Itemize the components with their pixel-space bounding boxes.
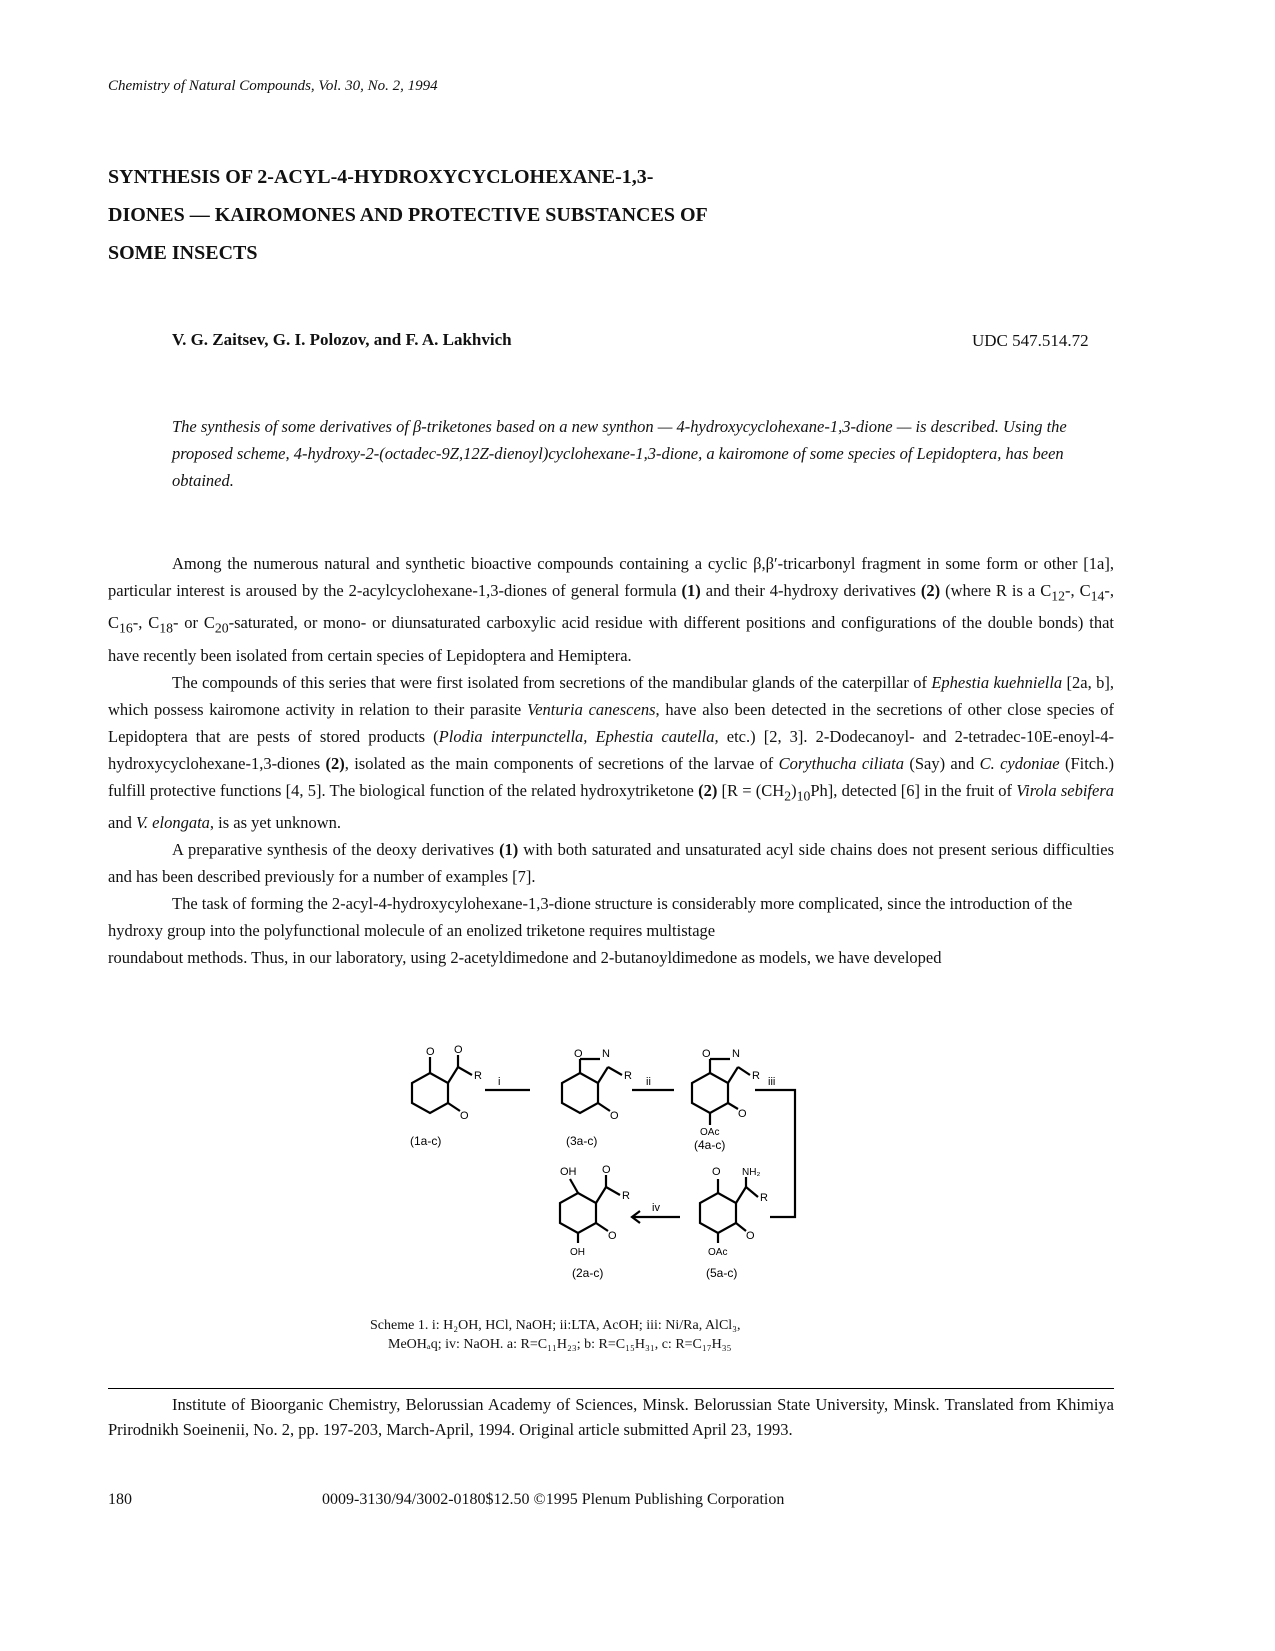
step-label: ii (646, 1076, 651, 1088)
oxygen-label: O (574, 1048, 583, 1060)
oxygen-label: O (610, 1110, 619, 1122)
oxygen-label: O (602, 1164, 611, 1176)
compound-label: (2a-c) (572, 1266, 604, 1280)
r-group-label: R (624, 1070, 632, 1082)
oxygen-label: O (746, 1230, 755, 1242)
oxygen-label: O (702, 1048, 711, 1060)
r-group-label: R (752, 1070, 760, 1082)
compound-3-structure (562, 1048, 632, 1122)
compound-label: (1a-c) (410, 1134, 442, 1148)
step-label: i (498, 1076, 501, 1088)
udc-code: UDC 547.514.72 (972, 331, 1089, 350)
scheme-caption (370, 1316, 741, 1354)
paragraph: The task of forming the 2-acyl-4-hydroxycylohexane-1,3-dione structure is considerably more complicated, since the introduction of the hydroxy group into the polyfunctional molecule of an enolized triketone requires multistage (108, 893, 1073, 940)
affiliation-text: Institute of Bioorganic Chemistry, Belorussian Academy of Sciences, Minsk. Belorussian State University, Minsk. Translated from Khimiya Prirodnikh Soeinenii, No. 2, pp. 197-203, March-April, 1994. Original article submitted April 23, 1993. (108, 1395, 1114, 1439)
article-title (108, 158, 828, 272)
compound-label: (3a-c) (566, 1134, 598, 1148)
acetoxy-label: OAc (700, 1127, 720, 1138)
amino-label: NH₂ (742, 1167, 761, 1178)
reaction-scheme (400, 1045, 820, 1295)
hydroxyl-label: OH (570, 1247, 585, 1258)
r-group-label: R (760, 1192, 768, 1204)
oxygen-label: O (454, 1045, 463, 1056)
acetoxy-label: OAc (708, 1247, 728, 1258)
oxygen-label: O (608, 1230, 617, 1242)
caption-line: Scheme 1. i: H₂OH, HCl, NaOH; ii:LTA, AcOH; iii: Ni/Ra, AlCl₃, (370, 1318, 741, 1333)
title-line: SOME INSECTS (108, 242, 258, 264)
compound-label: (4a-c) (694, 1138, 726, 1152)
oxygen-label: O (738, 1108, 747, 1120)
title-line: DIONES — KAIROMONES AND PROTECTIVE SUBSTANCES OF (108, 204, 708, 226)
nitrogen-label: N (602, 1048, 610, 1060)
compound-5-structure (700, 1166, 768, 1258)
paragraph-continuation: roundabout methods. Thus, in our laboratory, using 2-acetyldimedone and 2-butanoyldimedone as models, we have developed (108, 947, 942, 967)
step-label: iii (768, 1076, 776, 1088)
nitrogen-label: N (732, 1048, 740, 1060)
page-number: 180 (108, 1491, 132, 1508)
oxygen-label: O (426, 1046, 435, 1058)
compound-label: (5a-c) (706, 1266, 738, 1280)
oxygen-label: O (712, 1166, 721, 1178)
author-list: V. G. Zaitsev, G. I. Polozov, and F. A. Lakhvich (172, 330, 512, 349)
step-label: iv (652, 1202, 660, 1214)
affiliation-footnote (108, 1392, 1114, 1442)
compound-2-structure (560, 1164, 630, 1258)
compound-4-structure (692, 1048, 760, 1138)
paragraph: The compounds of this series that were first isolated from secretions of the mandibular glands of the caterpillar of Ephestia kuehniella [2a, b], which possess kairomone activity in relation to their parasite Venturia canescens, have also been detected in the secretions of other close species of Lepidoptera that are pests of stored products (Plodia interpunctella, Ephestia cautella, etc.) [2, 3]. 2-Dodecanoyl- and 2-tetradec-10E-enoyl-4-hydroxycyclohexane-1,3-diones (2), isolated as the main components of secretions of the larvae of Corythucha ciliata (Say) and C. cydoniae (Fitch.) fulfill protective functions [4, 5]. The biological function of the related hydroxytriketone (2) $[R = (CH_2)_{10}Ph]$, detected [6] in the fruit of Virola sebifera and V. elongata, is as yet unknown. (108, 672, 1115, 832)
caption-line: MeOHₐq; iv: NaOH. a: R=C₁₁H₂₃; b: R=C₁₅H₃₁, c: R=C₁₇H₃₅ (388, 1337, 732, 1352)
oxygen-label: O (460, 1110, 469, 1122)
paragraph: Among the numerous natural and synthetic bioactive compounds containing a cyclic β,β′-tricarbonyl fragment in some form or other [1a], particular interest is aroused by the 2-acylcyclohexane-1,3-diones of general formula (1) and their 4-hydroxy derivatives (2) (where R is a $C_{12}-$, $C_{14}-$, $C_{16}-$, $C_{18}-$ or $C_{20}$-saturated, or mono- or diunsaturated carboxylic acid residue with different positions and configurations of the double bonds) that have recently been isolated from certain species of Lepidoptera and Hemiptera. (108, 554, 1114, 665)
copyright-line: 0009-3130/94/3002-0180$12.50 ©1995 Plenum Publishing Corporation (322, 1491, 785, 1508)
body-text (108, 550, 1114, 971)
footnote-rule (108, 1388, 1114, 1389)
hydroxyl-label: OH (560, 1166, 577, 1178)
journal-header: Chemistry of Natural Compounds, Vol. 30, No. 2, 1994 (108, 78, 438, 94)
title-line: SYNTHESIS OF 2-ACYL-4-HYDROXYCYCLOHEXANE-1,3- (108, 166, 654, 188)
r-group-label: R (622, 1190, 630, 1202)
paragraph: A preparative synthesis of the deoxy derivatives (1) with both saturated and unsaturated acyl side chains does not present serious difficulties and has been described previously for a number of examples [7]. (108, 839, 1115, 886)
abstract: The synthesis of some derivatives of β-triketones based on a new synthon — 4-hydroxycyclohexane-1,3-dione — is described. Using the proposed scheme, 4-hydroxy-2-(octadec-9Z,12Z-dienoyl)cyclohexane-1,3-dione, a kairomone of some species of Lepidoptera, has been obtained. (172, 417, 1067, 490)
compound-1-structure (412, 1045, 482, 1122)
r-group-label: R (474, 1070, 482, 1082)
